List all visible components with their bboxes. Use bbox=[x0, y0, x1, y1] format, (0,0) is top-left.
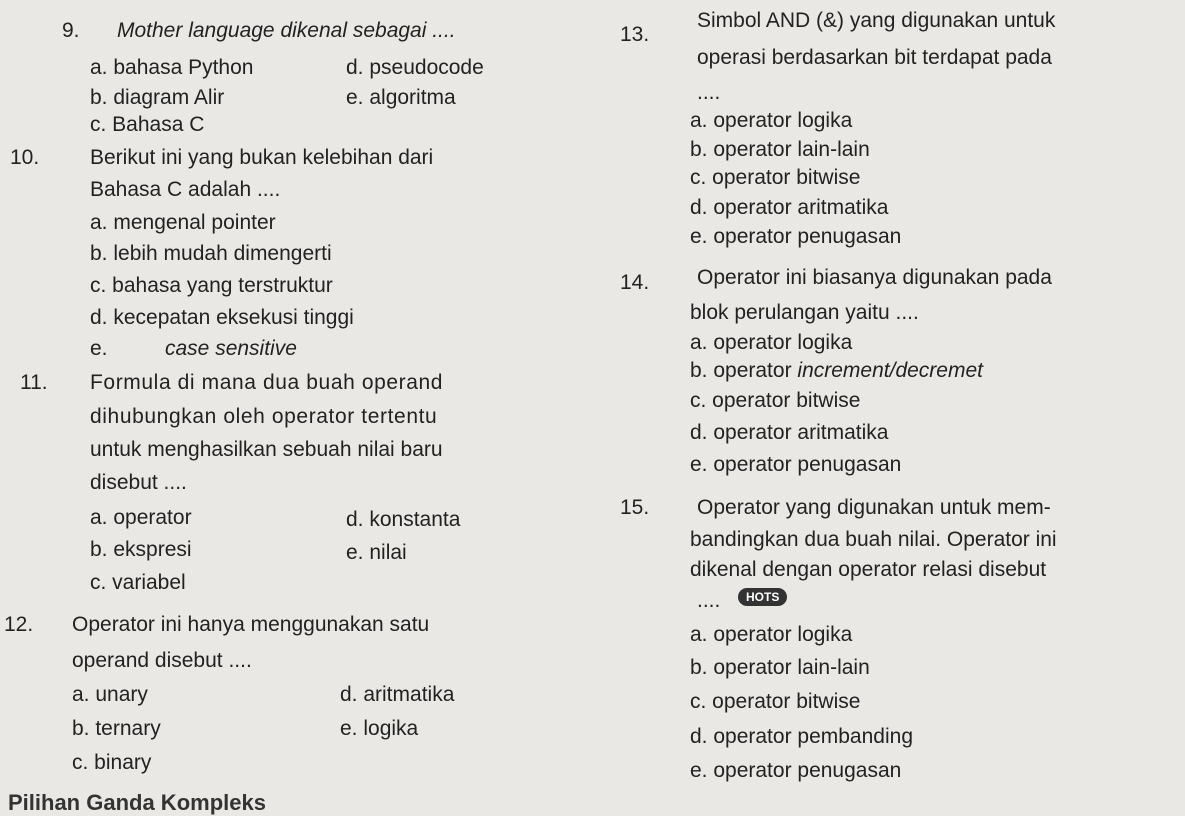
q15-option-e: e. operator penugasan bbox=[690, 759, 902, 782]
q9-option-d: d. pseudocode bbox=[346, 56, 484, 79]
q10-line1: Berikut ini yang bukan kelebihan dari bbox=[90, 146, 434, 169]
q14-option-b bbox=[690, 358, 983, 384]
q10-option-b: b. lebih mudah dimengerti bbox=[90, 242, 332, 265]
q9-option-a: a. bahasa Python bbox=[90, 56, 254, 79]
q11-option-b: b. ekspresi bbox=[90, 538, 192, 561]
q15-option-d: d. operator pembanding bbox=[690, 725, 913, 748]
q14-line1: Operator ini biasanya digunakan pada bbox=[697, 266, 1052, 289]
section-heading-cut: Pilihan Ganda Kompleks bbox=[8, 790, 266, 815]
q14-option-b-label: b. operator bbox=[690, 359, 798, 382]
q9-option-e: e. algoritma bbox=[346, 86, 456, 109]
q10-option-e-label: e. bbox=[90, 337, 108, 360]
q9-number: 9. bbox=[62, 19, 80, 42]
q12-line2: operand disebut .... bbox=[72, 649, 252, 672]
q14-number: 14. bbox=[620, 271, 650, 294]
q9-text: Mother language dikenal sebagai .... bbox=[117, 19, 456, 42]
q12-option-a: a. unary bbox=[72, 683, 148, 706]
q12-option-e: e. logika bbox=[340, 717, 419, 740]
q14-option-e: e. operator penugasan bbox=[690, 453, 902, 476]
q14-option-b-italic: increment/decremet bbox=[797, 359, 983, 382]
q10-line2: Bahasa C adalah .... bbox=[90, 178, 281, 201]
q11-line3: untuk menghasilkan sebuah nilai baru bbox=[90, 438, 443, 461]
q12-option-d: d. aritmatika bbox=[340, 683, 455, 706]
q15-option-c: c. operator bitwise bbox=[690, 690, 861, 713]
q12-option-b: b. ternary bbox=[72, 717, 161, 740]
q11-option-a: a. operator bbox=[90, 506, 192, 529]
q10-option-e-text: case sensitive bbox=[165, 337, 297, 360]
hots-badge: HOTS bbox=[738, 588, 787, 606]
q13-option-e: e. operator penugasan bbox=[690, 225, 902, 248]
q10-option-d: d. kecepatan eksekusi tinggi bbox=[90, 306, 354, 329]
q13-option-c: c. operator bitwise bbox=[690, 166, 861, 189]
q15-option-a: a. operator logika bbox=[690, 623, 853, 646]
q10-option-a: a. mengenal pointer bbox=[90, 211, 276, 234]
q14-option-a: a. operator logika bbox=[690, 331, 853, 354]
q12-number: 12. bbox=[4, 613, 34, 636]
q14-line2: blok perulangan yaitu .... bbox=[690, 301, 919, 324]
q15-number: 15. bbox=[620, 496, 650, 519]
q11-option-d: d. konstanta bbox=[346, 508, 461, 531]
q13-option-a: a. operator logika bbox=[690, 109, 853, 132]
q11-line4: disebut .... bbox=[90, 471, 187, 494]
q15-line2: bandingkan dua buah nilai. Operator ini bbox=[690, 528, 1057, 551]
q10-number: 10. bbox=[10, 146, 40, 169]
q9-option-b: b. diagram Alir bbox=[90, 86, 225, 109]
q14-option-d: d. operator aritmatika bbox=[690, 421, 889, 444]
q12-option-c: c. binary bbox=[72, 751, 152, 774]
q15-option-b: b. operator lain-lain bbox=[690, 656, 870, 679]
q15-line1: Operator yang digunakan untuk mem- bbox=[697, 496, 1051, 519]
q9-option-c: c. Bahasa C bbox=[90, 113, 205, 136]
q13-line1: Simbol AND (&) yang digunakan untuk bbox=[697, 9, 1056, 32]
q10-option-c: c. bahasa yang terstruktur bbox=[90, 274, 333, 297]
q13-option-b: b. operator lain-lain bbox=[690, 138, 870, 161]
q15-line4: .... bbox=[697, 589, 721, 612]
q11-line2: dihubungkan oleh operator tertentu bbox=[90, 405, 438, 428]
q14-option-c: c. operator bitwise bbox=[690, 389, 861, 412]
q13-number: 13. bbox=[620, 23, 650, 46]
q13-line3: .... bbox=[697, 81, 721, 104]
q13-option-d: d. operator aritmatika bbox=[690, 196, 889, 219]
q11-line1: Formula di mana dua buah operand bbox=[90, 371, 444, 394]
q11-number: 11. bbox=[20, 371, 48, 394]
q15-line3: dikenal dengan operator relasi disebut bbox=[690, 558, 1047, 581]
q11-option-c: c. variabel bbox=[90, 571, 186, 594]
q13-line2: operasi berdasarkan bit terdapat pada bbox=[697, 46, 1052, 69]
q12-line1: Operator ini hanya menggunakan satu bbox=[72, 613, 430, 636]
q11-option-e: e. nilai bbox=[346, 541, 407, 564]
